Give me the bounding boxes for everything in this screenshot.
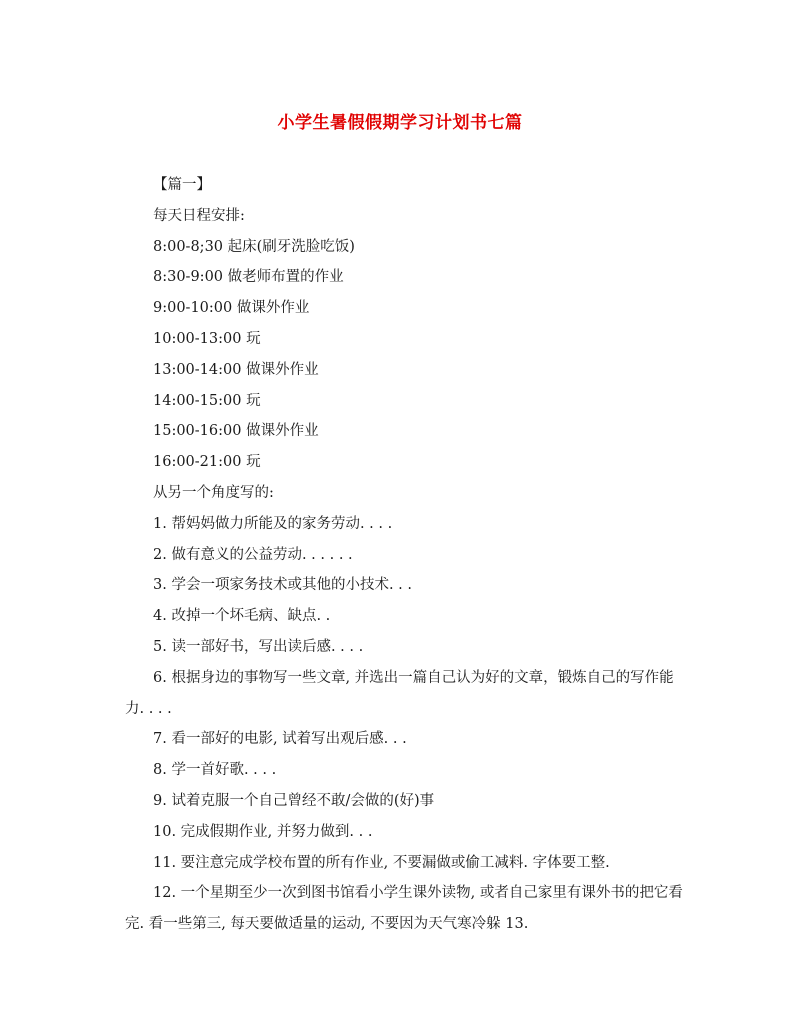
list-item: 1. 帮妈妈做力所能及的家务劳动. . . . [153, 515, 393, 532]
section-heading: 【篇一】 [153, 177, 211, 193]
schedule-item: 16:00-21:00 玩 [153, 454, 261, 471]
schedule-item: 8:30-9:00 做老师布置的作业 [153, 269, 344, 286]
document-body [125, 170, 685, 940]
schedule-item: 10:00-13:00 玩 [153, 330, 261, 347]
list-item: 5. 读一部好书，写出读后感. . . . [153, 638, 364, 655]
schedule-item: 15:00-16:00 做课外作业 [153, 423, 319, 440]
schedule-heading: 每天日程安排: [153, 207, 245, 224]
schedule-item: 13:00-14:00 做课外作业 [153, 361, 319, 378]
schedule-item: 14:00-15:00 玩 [153, 392, 261, 409]
list-item: 6. 根据身边的事物写一些文章, 并选出一篇自己认为好的文章，锻炼自己的写作能力. . . . [125, 669, 674, 717]
list-item: 4. 改掉一个坏毛病、缺点. . [153, 608, 331, 625]
list-item: 12. 一个星期至少一次到图书馆看小学生课外读物, 或者自己家里有课外书的把它看完. 看一些第三, 每天要做适量的运动, 不要因为天气寒冷躲 13. [125, 885, 683, 933]
list-item: 7. 看一部好的电影, 试着写出观后感. . . [153, 731, 407, 748]
list-item: 10. 完成假期作业, 并努力做到. . . [153, 823, 373, 840]
other-angle-heading: 从另一个角度写的: [153, 484, 274, 501]
list-item: 8. 学一首好歌. . . . [153, 762, 277, 779]
schedule-item: 8:00-8;30 起床(刷牙洗脸吃饭) [153, 238, 355, 255]
list-item: 11. 要注意完成学校布置的所有作业, 不要漏做或偷工减料. 字体要工整. [153, 854, 610, 871]
schedule-item: 9:00-10:00 做课外作业 [153, 300, 310, 317]
list-item: 9. 试着克服一个自己曾经不敢/会做的(好)事 [153, 792, 435, 809]
list-item: 2. 做有意义的公益劳动. . . . . . [153, 546, 353, 563]
document-title: 小学生暑假假期学习计划书七篇 [277, 113, 523, 133]
list-item: 3. 学会一项家务技术或其他的小技术. . . [153, 577, 412, 594]
